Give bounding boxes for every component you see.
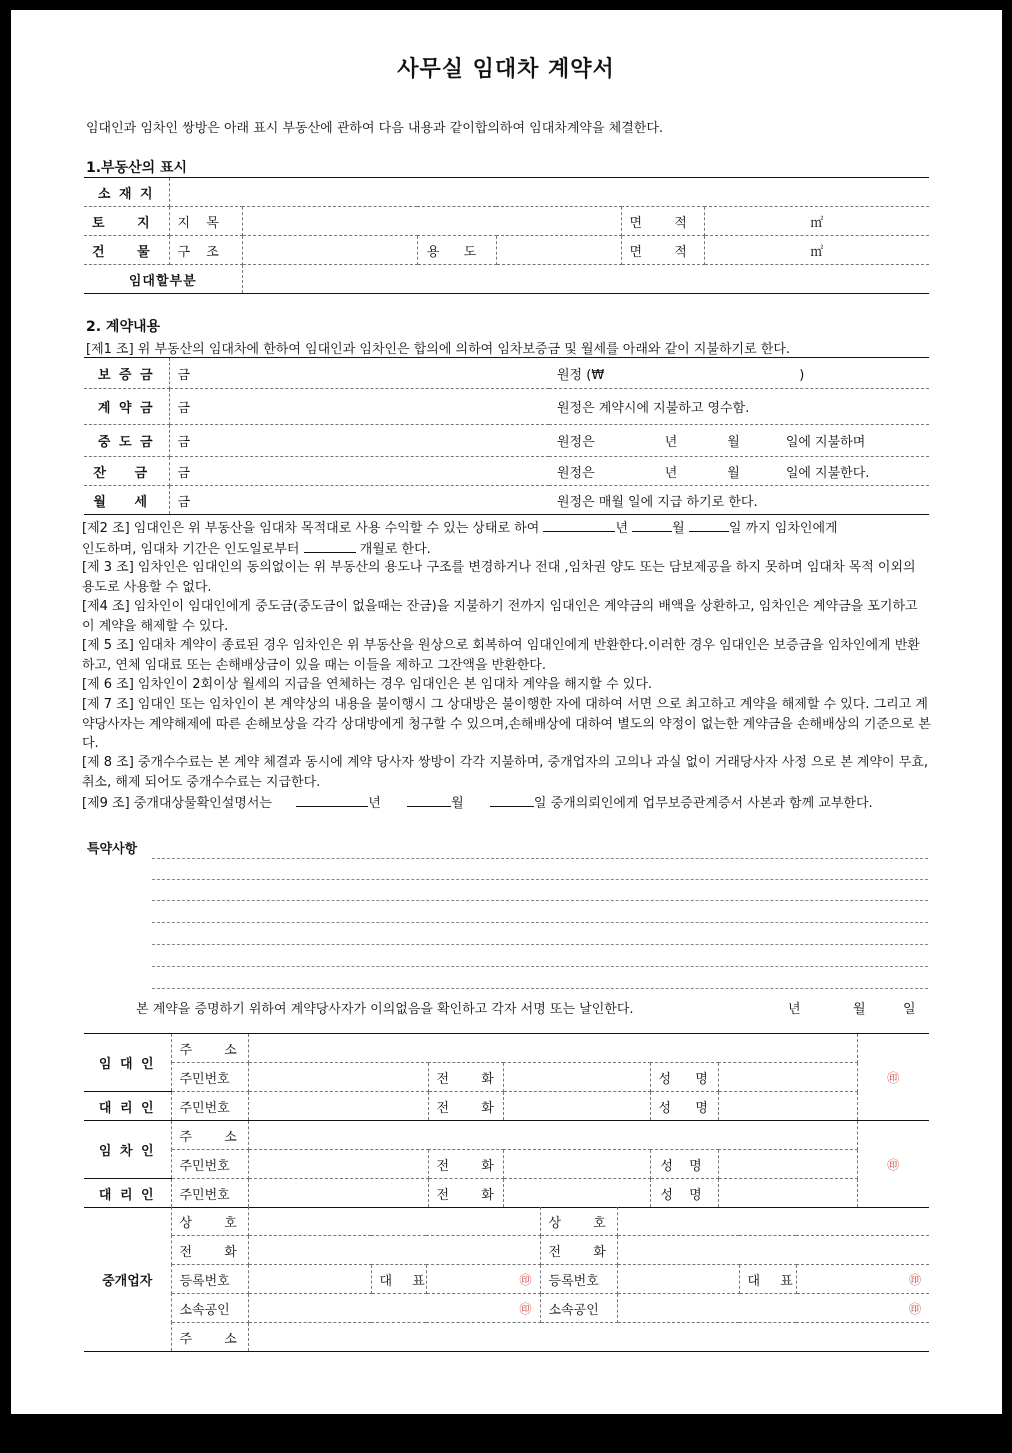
broker-address-field[interactable] — [248, 1323, 929, 1352]
deposit-label: 보 증 금 — [84, 358, 169, 389]
broker1-phone-field[interactable] — [248, 1236, 540, 1265]
deposit-amount[interactable] — [169, 358, 549, 389]
broker1-affiliate-seal: ㊞ — [519, 1301, 532, 1316]
article-9-text: [제9 조] 중개대상물확인설명서는 — [82, 796, 272, 811]
landlord-label: 임 대 인 — [84, 1034, 171, 1092]
monthly-rent-label: 월 세 — [84, 486, 169, 515]
landlord-phone-label: 전 화 — [428, 1063, 503, 1092]
monthly-won: 금 — [177, 494, 191, 510]
article-2-text: [제2 조] 임대인은 위 부동산을 임대차 목적대로 사용 수익할 수 있는 상태로 하여 — [82, 521, 540, 536]
location-field[interactable] — [169, 178, 929, 207]
middle-year: 년 — [664, 435, 678, 450]
landlord-address-field[interactable] — [248, 1034, 857, 1063]
middle-payment-label: 중 도 금 — [84, 425, 169, 457]
tenant-phone-label: 전 화 — [428, 1150, 503, 1179]
land-type-field[interactable] — [242, 207, 621, 236]
contract-money-label: 계 약 금 — [84, 389, 169, 425]
balance-won: 금 — [177, 465, 191, 481]
broker2-rep-field[interactable] — [796, 1265, 929, 1294]
broker1-affiliate-label: 소속공인 — [171, 1294, 248, 1323]
landlord-agent-name-label: 성 명 — [650, 1092, 718, 1121]
article-5: [제 5 조] 임대차 계약이 종료된 경우 임차인은 위 부동산을 원상으로 회복하여 임대인에게 반환한다.이러한 경우 임대인은 보증금을 임차인에게 반환하고, 연체 임대료 또는 손해배상금이 있을 때는 이들을 제하고 그잔액을 반환한다. — [82, 638, 920, 673]
article-2-day-field[interactable] — [689, 518, 729, 532]
article-9 — [82, 793, 932, 814]
section1-heading: 1.부동산의 표시 — [86, 160, 188, 176]
page-title: 사무실 임대차 계약서 — [397, 57, 615, 82]
article-2 — [82, 518, 932, 559]
special-line-7[interactable] — [152, 988, 928, 989]
article-2-months-field[interactable] — [304, 539, 356, 553]
deposit-close: ) — [799, 367, 805, 383]
tenant-seal — [857, 1121, 929, 1208]
article-2-year: 년 — [615, 521, 629, 536]
article-2-year-field[interactable] — [543, 518, 615, 532]
article-9-month-field[interactable] — [407, 793, 451, 807]
tenant-address-field[interactable] — [248, 1121, 857, 1150]
rental-part-field[interactable] — [242, 265, 929, 294]
special-line-2[interactable] — [152, 879, 928, 880]
intro-text: 임대인과 임차인 쌍방은 아래 표시 부동산에 관하여 다음 내용과 같이합의하여 임대차계약을 체결한다. — [86, 121, 664, 136]
tenant-agent-phone-label: 전 화 — [428, 1179, 503, 1208]
landlord-name-label: 성 명 — [650, 1063, 718, 1092]
article-7: [제 7 조] 임대인 또는 임차인이 본 계약상의 내용을 불이행시 그 상대방은 불이행한 자에 대하여 서면 으로 최고하고 계약을 해제할 수 있다. 그리고 계약당사자는 계약해제에 따른 손해보상을 각각 상대방에게 청구할 수 있으며,손해배상에 대하여 별도의 약정이 없는한 계약금을 손해배상의 기준으로 본다. — [82, 697, 931, 751]
middle-won: 금 — [177, 435, 191, 450]
balance-amount[interactable] — [169, 457, 549, 486]
land-area-field[interactable] — [704, 207, 929, 236]
article-9-day-field[interactable] — [490, 793, 534, 807]
deposit-won: 금 — [177, 367, 191, 383]
landlord-seal — [857, 1034, 929, 1121]
middle-payment-note — [549, 425, 929, 457]
article-9-month: 월 — [451, 796, 464, 811]
contract-money-note: 원정은 계약시에 지불하고 영수함. — [549, 389, 929, 425]
article-3: [제 3 조] 임차인은 임대인의 동의없이는 위 부동산의 용도나 구조를 변경하거나 전대 ,임차권 양도 또는 담보제공을 하지 못하며 임대차 목적 이외의 용도로 사용할 수 없다. — [82, 560, 916, 595]
contract-won: 금 — [177, 401, 191, 416]
broker1-rep-label: 대 표 — [371, 1265, 426, 1294]
special-line-1[interactable] — [152, 858, 928, 859]
broker2-rep-label: 대 표 — [739, 1265, 796, 1294]
article-9-year-field[interactable] — [296, 793, 368, 807]
article-2-day: 일 까지 임차인에게 — [728, 521, 838, 536]
broker1-affiliate-field[interactable] — [248, 1294, 540, 1323]
article-2-text-2: 인도하며, 임대차 기간은 인도일로부터 — [82, 541, 300, 557]
special-line-4[interactable] — [152, 922, 928, 923]
confirm-year: 년 — [788, 1002, 801, 1017]
broker2-reg-label: 등록번호 — [540, 1265, 617, 1294]
location-label: 소 재 지 — [84, 178, 169, 207]
article-1: [제1 조] 위 부동산의 임대차에 한하여 임대인과 임차인은 합의에 의하여 임차보증금 및 월세를 아래와 같이 지불하기로 한다. — [86, 342, 791, 357]
broker2-affiliate-seal: ㊞ — [909, 1301, 922, 1316]
tenant-label: 임 차 인 — [84, 1121, 171, 1179]
article-2-month: 월 — [672, 521, 685, 536]
broker1-rep-seal: ㊞ — [519, 1272, 532, 1287]
section2-heading: 2. 계약내용 — [86, 319, 161, 335]
confirm-month: 월 — [853, 1002, 866, 1017]
balance-day: 일에 지불한다. — [785, 465, 870, 481]
structure-field[interactable] — [242, 236, 417, 265]
article-2-month-field[interactable] — [632, 518, 672, 532]
broker1-trade-field[interactable] — [248, 1207, 540, 1236]
broker2-phone-label: 전 화 — [540, 1236, 617, 1265]
broker2-trade-field[interactable] — [617, 1207, 929, 1236]
tenant-id-field[interactable] — [248, 1150, 428, 1179]
tenant-agent-id-field[interactable] — [248, 1179, 428, 1208]
article-2-text-3: 개월로 한다. — [359, 541, 431, 557]
middle-payment-amount[interactable] — [169, 425, 549, 457]
broker1-rep-field[interactable] — [426, 1265, 540, 1294]
balance-label: 잔 금 — [84, 457, 169, 486]
deposit-note — [549, 358, 929, 389]
landlord-agent-phone-label: 전 화 — [428, 1092, 503, 1121]
building-area-field[interactable] — [704, 236, 929, 265]
special-line-6[interactable] — [152, 966, 928, 967]
landlord-name-field[interactable] — [718, 1063, 857, 1092]
broker1-reg-label: 등록번호 — [171, 1265, 248, 1294]
landlord-agent-id-label: 주민번호 — [171, 1092, 248, 1121]
property-table — [84, 177, 929, 294]
balance-note — [549, 457, 929, 486]
special-terms-heading: 특약사항 — [87, 842, 138, 857]
tenant-name-label: 성 명 — [650, 1150, 718, 1179]
broker-address-label: 주 소 — [171, 1323, 248, 1352]
tenant-agent-name-field[interactable] — [718, 1179, 857, 1208]
broker-table — [84, 1207, 929, 1352]
article-4: [제4 조] 임차인이 임대인에게 중도금(중도금이 없을때는 잔금)을 지불하기 전까지 임대인은 계약금의 배액을 상환하고, 임차인은 계약금을 포기하고 이 계약을 해제할 수 있다. — [82, 599, 918, 634]
usage-label: 용 도 — [417, 236, 496, 265]
middle-month: 월 — [727, 435, 740, 450]
land-area-unit: ㎡ — [810, 215, 824, 231]
tenant-seal-mark: ㊞ — [887, 1157, 900, 1172]
building-area-label: 면 적 — [621, 236, 704, 265]
balance-month: 월 — [727, 465, 740, 481]
deposit-won-open: 원정 (₩ — [557, 367, 605, 383]
broker-label: 중개업자 — [84, 1207, 171, 1352]
landlord-id-field[interactable] — [248, 1063, 428, 1092]
landlord-phone-field[interactable] — [503, 1063, 650, 1092]
tenant-id-label: 주민번호 — [171, 1150, 248, 1179]
landlord-agent-label: 대 리 인 — [84, 1092, 171, 1121]
article-8: [제 8 조] 중개수수료는 본 계약 체결과 동시에 계약 당사자 쌍방이 각각 지불하며, 중개업자의 고의나 과실 없이 거래당사자 사정 으로 본 계약이 무효, 취소, 해제 되어도 중개수수료는 지급한다. — [82, 755, 928, 790]
tenant-name-field[interactable] — [718, 1150, 857, 1179]
land-area-label: 면 적 — [621, 207, 704, 236]
broker2-rep-seal: ㊞ — [909, 1272, 922, 1287]
tenant-agent-id-label: 주민번호 — [171, 1179, 248, 1208]
landlord-agent-name-field[interactable] — [718, 1092, 857, 1121]
middle-prefix: 원정은 — [557, 435, 595, 450]
landlord-id-label: 주민번호 — [171, 1063, 248, 1092]
landlord-agent-id-field[interactable] — [248, 1092, 428, 1121]
monthly-rent-amount[interactable] — [169, 486, 549, 515]
usage-field[interactable] — [496, 236, 621, 265]
tenant-phone-field[interactable] — [503, 1150, 650, 1179]
broker2-affiliate-label: 소속공인 — [540, 1294, 617, 1323]
broker1-reg-field[interactable] — [248, 1265, 371, 1294]
broker1-phone-label: 전 화 — [171, 1236, 248, 1265]
tenant-agent-phone-field[interactable] — [503, 1179, 650, 1208]
broker1-trade-label: 상 호 — [171, 1207, 248, 1236]
land-type-label: 지 목 — [169, 207, 242, 236]
balance-year: 년 — [664, 465, 678, 481]
landlord-agent-phone-field[interactable] — [503, 1092, 650, 1121]
tenant-agent-name-label: 성 명 — [650, 1179, 718, 1208]
article-9-year: 년 — [368, 796, 381, 811]
article-9-day: 일 중개의뢰인에게 업무보증관계증서 사본과 함께 교부한다. — [533, 796, 873, 811]
broker2-reg-field[interactable] — [617, 1265, 739, 1294]
parties-table — [84, 1033, 929, 1208]
broker2-phone-field[interactable] — [617, 1236, 929, 1265]
special-line-5[interactable] — [152, 944, 928, 945]
middle-day: 일에 지불하며 — [785, 435, 866, 450]
landlord-address-label: 주 소 — [171, 1034, 248, 1063]
broker2-trade-label: 상 호 — [540, 1207, 617, 1236]
building-label: 건 물 — [84, 236, 169, 265]
tenant-agent-label: 대 리 인 — [84, 1179, 171, 1208]
building-area-unit: ㎡ — [810, 244, 824, 260]
balance-prefix: 원정은 — [557, 465, 595, 481]
confirm-day: 일 — [903, 1002, 916, 1017]
article-6: [제 6 조] 임차인이 2회이상 월세의 지급을 연체하는 경우 임대인은 본 임대차 계약을 해지할 수 있다. — [82, 677, 653, 692]
rental-part-label: 임대할부분 — [84, 265, 242, 294]
confirm-text: 본 계약을 증명하기 위하여 계약당사자가 이의없음을 확인하고 각자 서명 또는 날인한다. — [136, 1002, 634, 1017]
payment-table — [84, 357, 929, 515]
monthly-rent-note: 원정은 매월 일에 지급 하기로 한다. — [549, 486, 929, 515]
structure-label: 구 조 — [169, 236, 242, 265]
contract-money-amount[interactable] — [169, 389, 549, 425]
land-label: 토 지 — [84, 207, 169, 236]
special-line-3[interactable] — [152, 900, 928, 901]
landlord-seal-mark: ㊞ — [887, 1070, 900, 1085]
broker2-affiliate-field[interactable] — [617, 1294, 929, 1323]
tenant-address-label: 주 소 — [171, 1121, 248, 1150]
